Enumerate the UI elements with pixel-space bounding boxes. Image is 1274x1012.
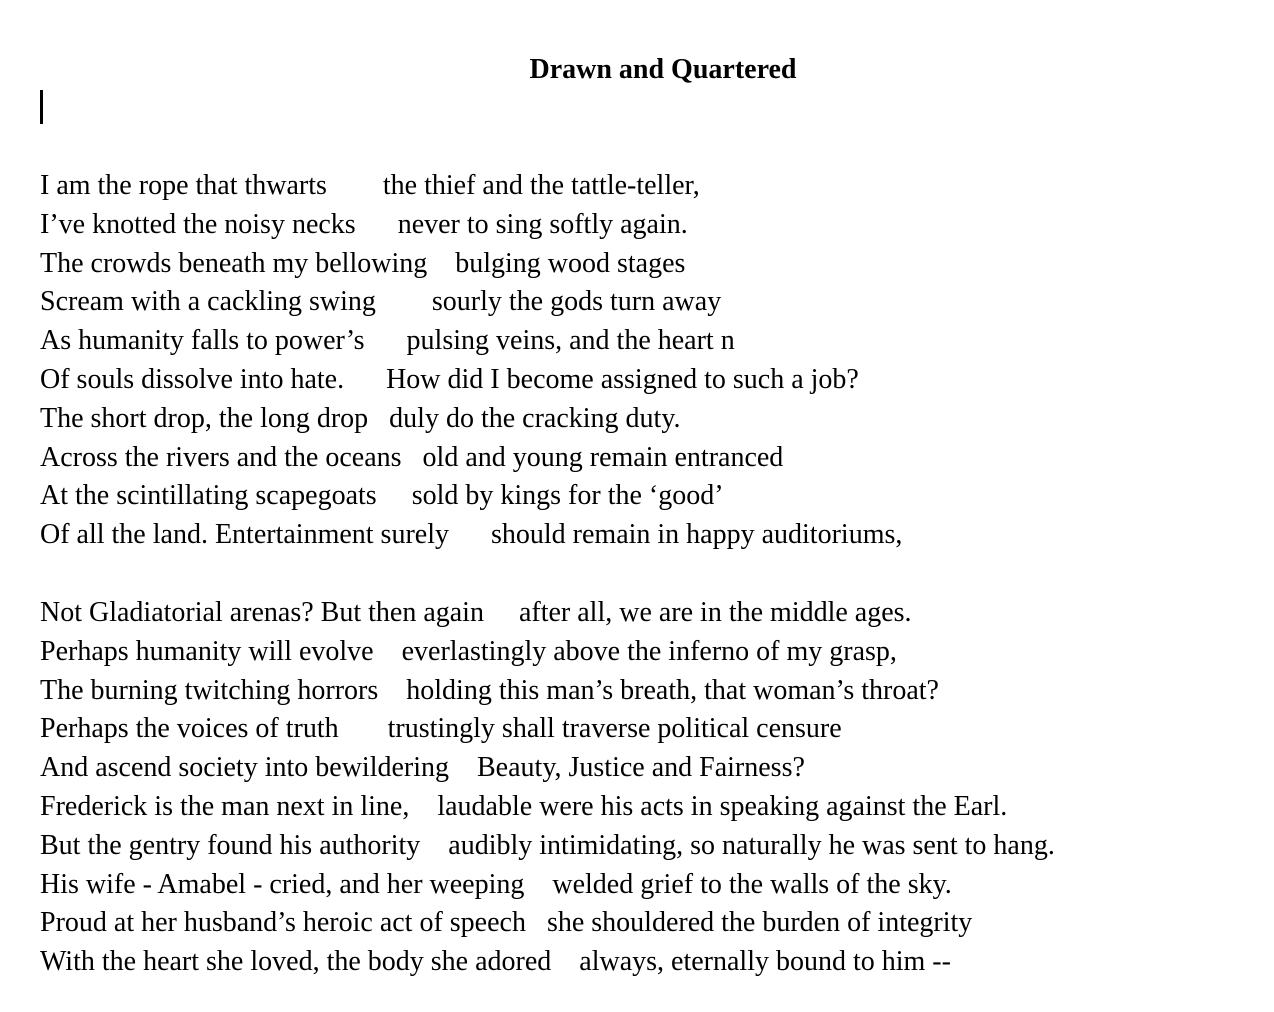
- poem-line: The crowds beneath my bellowing bulging wood stages: [40, 247, 686, 279]
- poem-line: Not Gladiatorial arenas? But then again after all, we are in the middle ages.: [40, 597, 912, 628]
- poem-line: Proud at her husband’s heroic act of speech she shouldered the burden of integrity: [40, 907, 973, 939]
- poem-line: Perhaps humanity will evolve everlastingly above the inferno of my grasp,: [40, 635, 897, 667]
- text-cursor: [40, 90, 43, 124]
- poem-line: With the heart she loved, the body she adored always, eternally bound to him --: [40, 946, 951, 978]
- poem-line: His wife - Amabel - cried, and her weeping welded grief to the walls of the sky.: [40, 868, 952, 900]
- poem-line: And ascend society into bewildering Beauty, Justice and Fairness?: [40, 752, 805, 784]
- poem-line: The burning twitching horrors holding this man’s breath, that woman’s throat?: [40, 674, 939, 706]
- poem-line: At the scintillating scapegoats sold by kings for the ‘good’: [40, 480, 724, 512]
- stanza-1: [40, 167, 1260, 555]
- poem-line: I’ve knotted the noisy necks never to sing softly again.: [40, 208, 688, 240]
- stanza-2: [40, 594, 1260, 982]
- poem-line: Scream with a cackling swing sourly the gods turn away: [40, 286, 722, 318]
- poem-line: But the gentry found his authority audibly intimidating, so naturally he was sent to hang.: [40, 829, 1055, 861]
- poem-line: Of souls dissolve into hate. How did I become assigned to such a job?: [40, 363, 859, 395]
- poem-title: Drawn and Quartered: [529, 54, 797, 85]
- poem-line: Frederick is the man next in line, laudable were his acts in speaking against the Earl.: [40, 790, 1008, 822]
- poem-line: As humanity falls to power’s pulsing veins, and the heart n: [40, 325, 735, 357]
- poem-line: Perhaps the voices of truth trustingly shall traverse political censure: [40, 713, 842, 745]
- poem-line: Of all the land. Entertainment surely should remain in happy auditoriums,: [40, 519, 903, 551]
- poem-line: I am the rope that thwarts the thief and the tattle-teller,: [40, 170, 700, 201]
- poem-line: Across the rivers and the oceans old and young remain entranced: [40, 441, 784, 473]
- poem-line: The short drop, the long drop duly do the cracking duty.: [40, 402, 681, 434]
